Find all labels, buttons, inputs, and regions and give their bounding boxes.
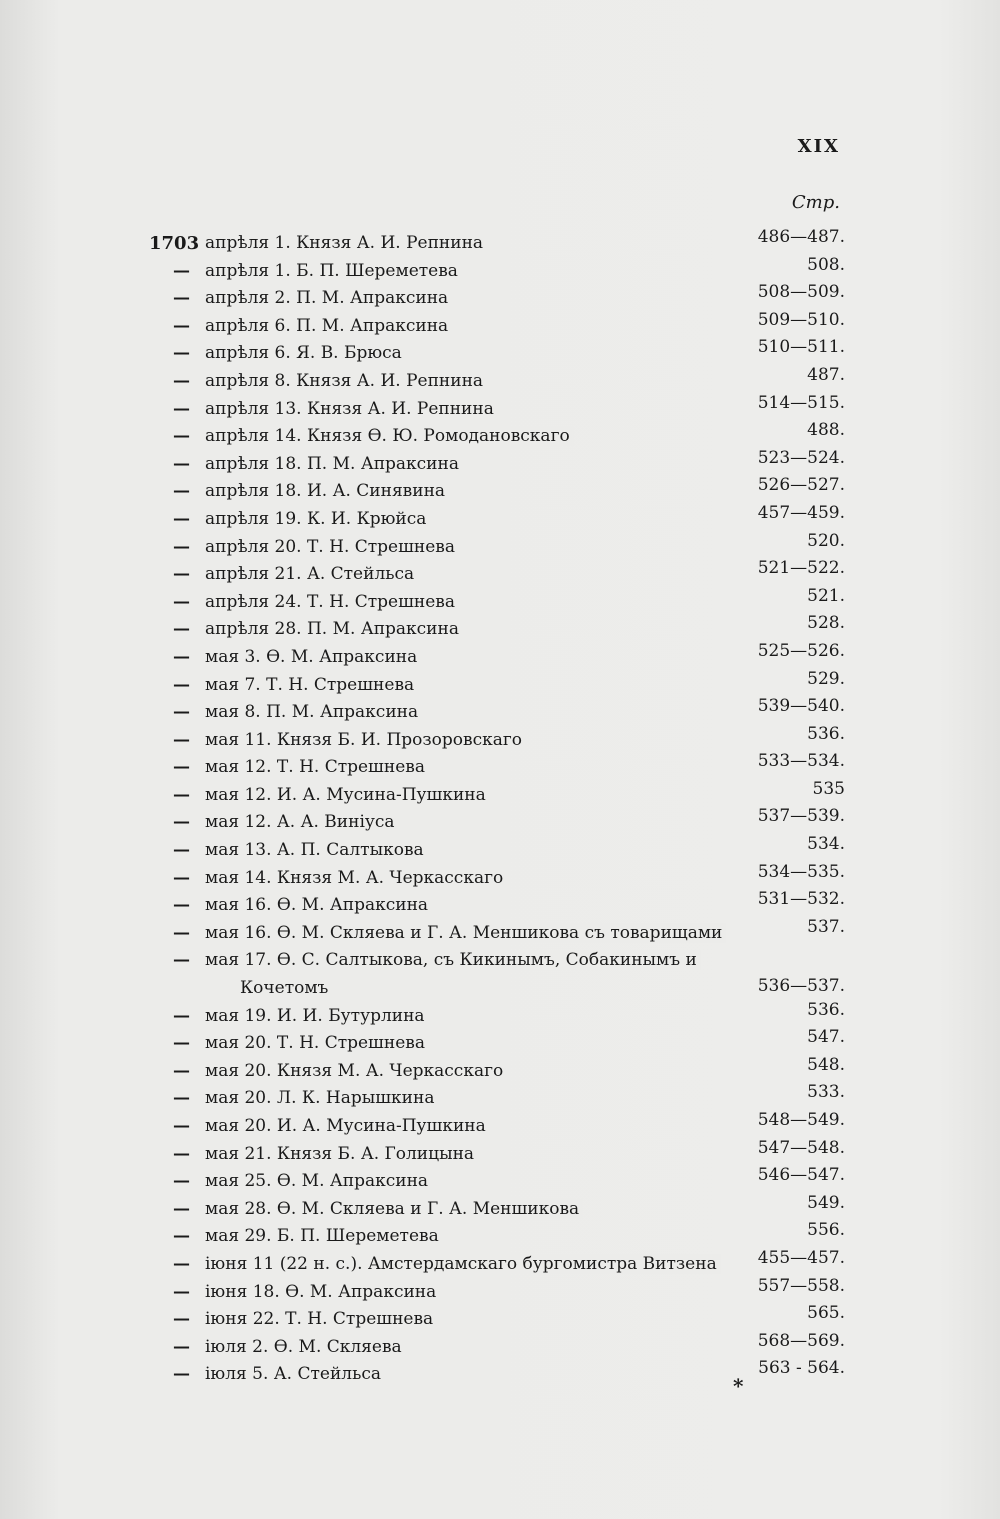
entry-title [205, 616, 735, 644]
entry-title [205, 1196, 735, 1224]
entry-page-range: 486—487. [757, 227, 845, 247]
entry-title [205, 699, 735, 727]
entry-title [205, 285, 735, 313]
entry-ditto-dash: — [173, 288, 190, 309]
entry-title-text: мая 12. А. А. Виніуса [205, 812, 399, 832]
entry-ditto-dash: — [173, 315, 190, 336]
entry-title-text: іюня 22. Т. Н. Стрешнева [205, 1309, 437, 1329]
entry-ditto-dash: — [173, 426, 190, 447]
entry-title [205, 754, 735, 782]
entry-page-range: 548. [807, 1054, 845, 1075]
entry-title [205, 478, 735, 506]
toc-entry [145, 947, 855, 975]
entry-page-range: 457—459. [757, 502, 845, 523]
entry-ditto-dash: — [173, 757, 190, 778]
entry-page-range: 520. [807, 530, 845, 551]
entry-title [205, 1223, 735, 1251]
entry-ditto-dash: — [173, 1005, 190, 1026]
page-number: XIX [797, 136, 840, 157]
entry-title [205, 258, 735, 286]
entry-title [205, 1334, 735, 1362]
entry-title [205, 368, 735, 396]
entry-ditto-dash: — [173, 1226, 190, 1247]
entry-title-text: мая 7. Т. Н. Стрешнева [205, 675, 418, 695]
entry-page-range: 533. [807, 1082, 845, 1103]
entry-title-text: мая 25. Ѳ. М. Апраксина [205, 1171, 432, 1191]
entry-title [205, 809, 735, 837]
footer-mark: * [733, 1374, 744, 1398]
entry-page-range: 529. [807, 668, 845, 689]
entry-page-range: 568—569. [757, 1330, 845, 1351]
entry-ditto-dash: — [173, 840, 190, 861]
entry-page-range: 521. [807, 585, 845, 606]
entry-page-range: 488. [807, 420, 845, 441]
entry-title-text: мая 11. Князя Б. И. Прозоровскаго [205, 730, 526, 750]
entry-title-text: Кочетомъ [240, 978, 332, 998]
entry-title [205, 892, 735, 920]
entry-title [205, 230, 735, 258]
entry-page-range: 549. [807, 1192, 845, 1213]
entry-title-text: мая 16. Ѳ. М. Апраксина [205, 895, 432, 915]
entry-title-text: мая 12. И. А. Мусина-Пушкина [205, 785, 490, 805]
entry-ditto-dash: — [173, 1281, 190, 1302]
entry-year: 1703 [149, 233, 200, 254]
entry-title [205, 396, 735, 424]
entry-ditto-dash: — [173, 343, 190, 364]
entry-title-text: мая 8. П. М. Апраксина [205, 702, 422, 722]
entry-page-range: 565. [807, 1303, 845, 1324]
entry-ditto-dash: — [173, 1171, 190, 1192]
entry-page-range: 508. [807, 254, 845, 275]
entry-title [205, 727, 735, 755]
entry-ditto-dash: — [173, 895, 190, 916]
entry-title-text: мая 17. Ѳ. С. Салтыкова, съ Кикинымъ, Собакинымъ и [205, 950, 701, 970]
entry-page-range: 525—526. [757, 640, 845, 661]
entry-title-text: мая 29. Б. П. Шереметева [205, 1226, 443, 1246]
entry-title [205, 1058, 735, 1086]
entry-title [205, 672, 735, 700]
entry-title-text: апрѣля 1. Б. П. Шереметева [205, 261, 462, 281]
entry-title-text: мая 20. Т. Н. Стрешнева [205, 1033, 429, 1053]
entry-page-range: 548—549. [757, 1110, 845, 1130]
table-of-contents [145, 227, 855, 1389]
entry-ditto-dash: — [173, 1364, 190, 1385]
toc-entry [145, 916, 855, 948]
entry-title-text: мая 19. И. И. Бутурлина [205, 1006, 429, 1026]
entry-title-text: іюля 5. А. Стейльса [205, 1364, 385, 1384]
entry-page-range: 455—457. [757, 1247, 845, 1268]
entry-title [205, 561, 735, 589]
entry-page-range: 535 [812, 778, 845, 799]
entry-title-text: мая 3. Ѳ. М. Апраксина [205, 647, 421, 667]
entry-ditto-dash: — [173, 674, 190, 695]
entry-title [205, 947, 845, 975]
entry-title-text: апрѣля 18. И. А. Синявина [205, 481, 449, 501]
entry-page-range: 537—539. [757, 806, 845, 827]
entry-title [205, 1030, 735, 1058]
entry-title [205, 837, 735, 865]
entry-title-text: апрѣля 18. П. М. Апраксина [205, 454, 463, 474]
entry-page-range: 508—509. [757, 282, 845, 303]
entry-title-text: іюля 2. Ѳ. М. Скляева [205, 1337, 406, 1357]
entry-title [205, 865, 735, 893]
entry-ditto-dash: — [173, 1143, 190, 1164]
entry-title-text: мая 13. А. П. Салтыкова [205, 840, 428, 860]
entry-title-text: апрѣля 2. П. М. Апраксина [205, 288, 452, 308]
entry-ditto-dash: — [173, 370, 190, 391]
entry-page-range: 539—540. [757, 696, 845, 717]
entry-ditto-dash: — [173, 702, 190, 723]
entry-title-text: мая 28. Ѳ. М. Скляева и Г. А. Меншикова [205, 1199, 583, 1219]
entry-page-range: 556. [807, 1220, 845, 1241]
entry-page-range: 514—515. [757, 392, 845, 413]
entry-ditto-dash: — [173, 1060, 190, 1081]
entry-title-text: апрѣля 1. Князя А. И. Репнина [205, 233, 487, 253]
entry-title-text: мая 12. Т. Н. Стрешнева [205, 757, 429, 777]
page-column-header: Стр. [791, 192, 840, 213]
entry-title [205, 782, 735, 810]
entry-page-range: 531—532. [757, 889, 845, 910]
entry-page-range: 533—534. [757, 751, 845, 772]
entry-page-range: 510—511. [757, 337, 845, 358]
entry-ditto-dash: — [173, 1088, 190, 1109]
entry-ditto-dash: — [173, 564, 190, 585]
entry-title-text: мая 20. Князя М. А. Черкасскаго [205, 1061, 507, 1081]
entry-title [240, 975, 735, 1003]
entry-title [205, 506, 735, 534]
entry-page-range: 557—558. [757, 1275, 845, 1296]
entry-page-range: 526—527. [757, 475, 845, 496]
entry-page-range: 546—547. [757, 1165, 845, 1186]
entry-title-text: апрѣля 6. П. М. Апраксина [205, 316, 452, 336]
entry-title [205, 423, 735, 451]
entry-title-text: апрѣля 21. А. Стейльса [205, 564, 418, 584]
entry-page-range: 521—522. [757, 558, 845, 579]
entry-title [205, 1251, 735, 1279]
entry-ditto-dash: — [173, 1336, 190, 1357]
entry-page-range: 534. [807, 834, 845, 855]
entry-ditto-dash: — [173, 784, 190, 805]
entry-ditto-dash: — [173, 1309, 190, 1330]
entry-ditto-dash: — [173, 481, 190, 502]
entry-title [205, 1113, 735, 1141]
entry-ditto-dash: — [173, 1116, 190, 1136]
entry-title-text: іюня 18. Ѳ. М. Апраксина [205, 1282, 440, 1302]
entry-title [205, 534, 735, 562]
entry-title-text: апрѣля 20. Т. Н. Стрешнева [205, 537, 459, 557]
entry-ditto-dash: — [173, 260, 190, 281]
entry-page-range: 547—548. [757, 1137, 845, 1158]
entry-ditto-dash: — [173, 1198, 190, 1219]
entry-title [205, 589, 735, 617]
entry-page-range: 563 - 564. [758, 1358, 845, 1379]
entry-ditto-dash: — [173, 646, 190, 667]
entry-ditto-dash: — [173, 729, 190, 750]
entry-title [205, 451, 735, 479]
entry-ditto-dash: — [173, 1033, 190, 1054]
entry-page-range: 537. [807, 916, 845, 937]
entry-page-range: 547. [807, 1027, 845, 1048]
entry-title-text: апрѣля 24. Т. Н. Стрешнева [205, 592, 459, 612]
entry-page-range: 534—535. [757, 861, 845, 882]
entry-ditto-dash: — [173, 508, 190, 529]
entry-ditto-dash: — [173, 591, 190, 612]
entry-title-text: апрѣля 8. Князя А. И. Репнина [205, 371, 487, 391]
entry-title-text: апрѣля 19. К. И. Крюйса [205, 509, 430, 529]
entry-ditto-dash: — [173, 536, 190, 557]
entry-page-range: 487. [807, 364, 845, 385]
entry-title [205, 1003, 735, 1031]
entry-ditto-dash: — [173, 950, 190, 971]
entry-ditto-dash: — [173, 398, 190, 419]
entry-page-range: 509—510. [757, 309, 845, 330]
entry-title-text: іюня 11 (22 н. с.). Амстердамскаго бургомистра Витзена [205, 1254, 721, 1274]
entry-title [205, 644, 735, 672]
entry-title [205, 340, 735, 368]
entry-title-text: апрѣля 14. Князя Ѳ. Ю. Ромодановскаго [205, 426, 574, 446]
entry-ditto-dash: — [173, 922, 190, 943]
entry-title-text: апрѣля 13. Князя А. И. Репнина [205, 399, 498, 419]
entry-title [205, 1279, 735, 1307]
entry-page-range: 536. [807, 723, 845, 744]
entry-title [205, 313, 735, 341]
entry-title [205, 1168, 735, 1196]
entry-title [205, 920, 735, 948]
toc-entry [145, 1358, 855, 1389]
entry-title [205, 1306, 735, 1334]
entry-title [205, 1085, 735, 1113]
entry-title [205, 1141, 735, 1169]
entry-page-range: 536—537. [757, 976, 845, 997]
entry-title-text: апрѣля 28. П. М. Апраксина [205, 619, 463, 639]
entry-title [205, 1361, 735, 1389]
entry-ditto-dash: — [173, 1253, 190, 1274]
entry-title-text: апрѣля 6. Я. В. Брюса [205, 343, 406, 363]
entry-ditto-dash: — [173, 812, 190, 833]
entry-title-text: мая 20. Л. К. Нарышкина [205, 1088, 438, 1108]
entry-ditto-dash: — [173, 867, 190, 888]
entry-page-range: 523—524. [757, 447, 845, 468]
entry-ditto-dash: — [173, 453, 190, 474]
entry-ditto-dash: — [173, 619, 190, 640]
entry-page-range: 536. [807, 999, 845, 1020]
entry-title-text: мая 16. Ѳ. М. Скляева и Г. А. Меншикова съ товарищами [205, 923, 726, 943]
entry-page-range: 528. [807, 613, 845, 634]
entry-title-text: мая 14. Князя М. А. Черкасскаго [205, 868, 507, 888]
entry-title-text: мая 20. И. А. Мусина-Пушкина [205, 1116, 490, 1136]
entry-title-text: мая 21. Князя Б. А. Голицына [205, 1144, 478, 1164]
